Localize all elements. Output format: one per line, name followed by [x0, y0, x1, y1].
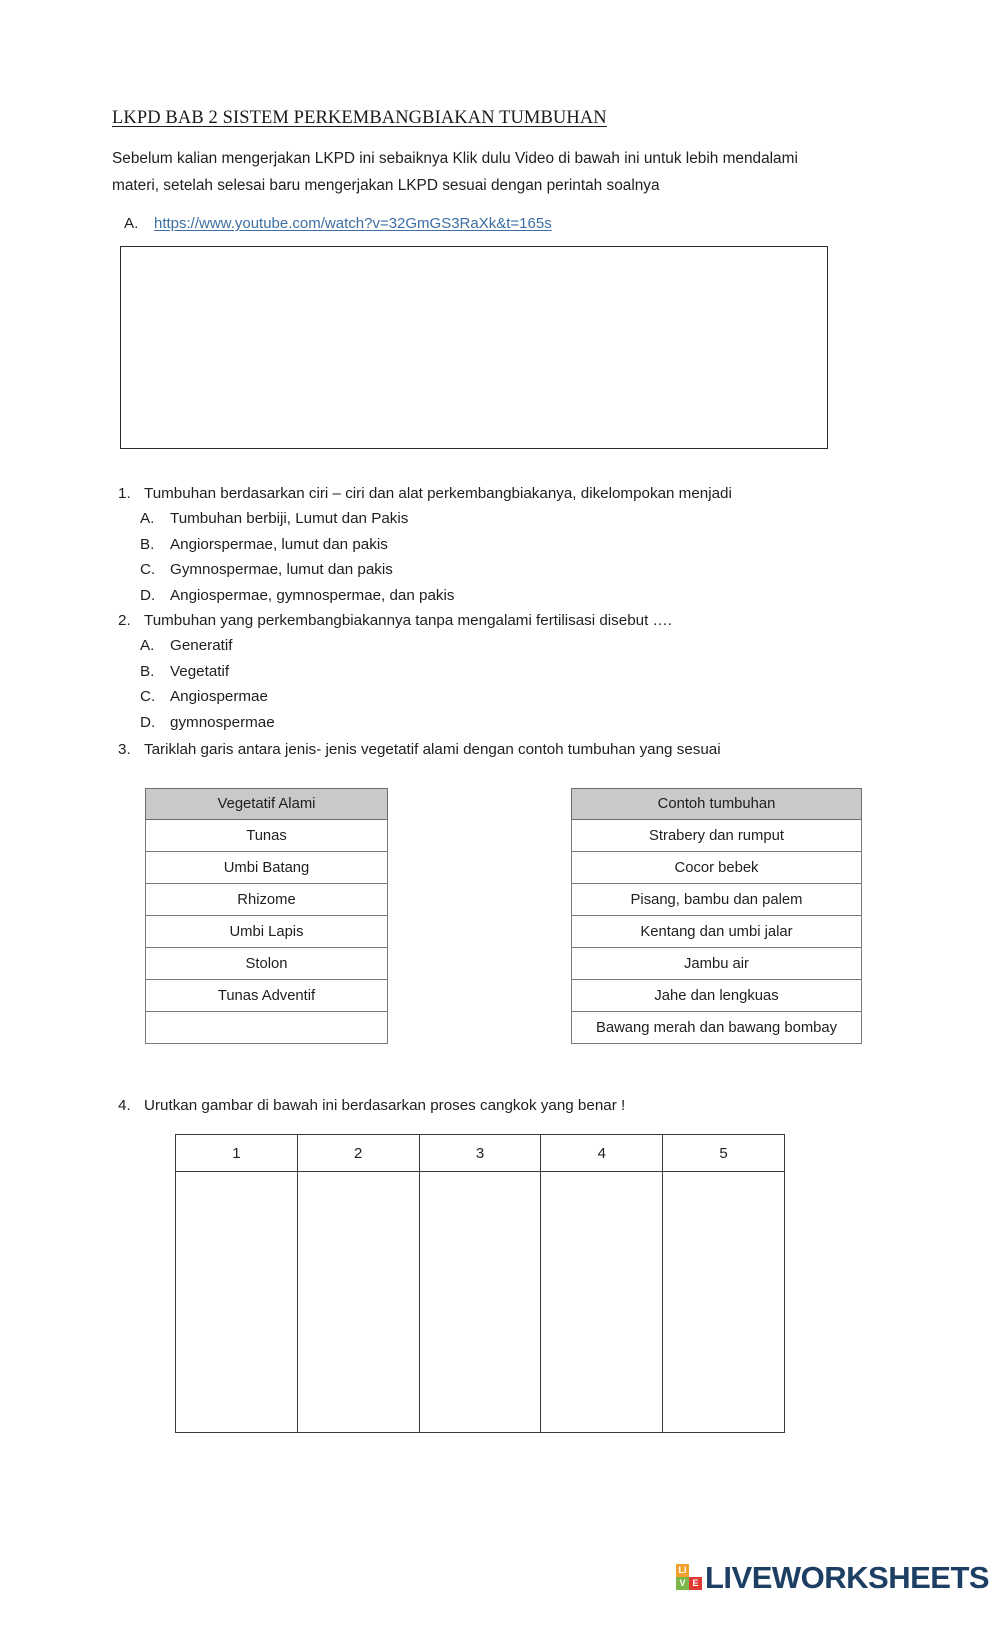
contoh-item-jahe[interactable]: Jahe dan lengkuas [572, 980, 862, 1012]
logo-square-v: V [676, 1577, 689, 1590]
contoh-item-bawang[interactable]: Bawang merah dan bawang bombay [572, 1012, 862, 1044]
table-row[interactable] [146, 820, 388, 852]
order-number-4: 4 [541, 1135, 663, 1172]
option-text: Angiorspermae, lumut dan pakis [170, 535, 388, 553]
matching-exercise [112, 788, 892, 1063]
contoh-tumbuhan-table [571, 788, 862, 1044]
table-row[interactable] [572, 948, 862, 980]
option-letter: A. [140, 510, 155, 527]
vegetatif-item-stolon[interactable]: Stolon [146, 948, 388, 980]
question-1-option-c[interactable] [112, 557, 892, 583]
order-cell-5[interactable] [663, 1172, 785, 1433]
question-2-option-b[interactable] [112, 659, 892, 685]
option-text: gymnospermae [170, 713, 275, 731]
vegetatif-item-umbi-lapis[interactable]: Umbi Lapis [146, 916, 388, 948]
contoh-item-pisang[interactable]: Pisang, bambu dan palem [572, 884, 862, 916]
question-2-text: Tumbuhan yang perkembangbiakannya tanpa mengalami fertilisasi disebut …. [144, 612, 672, 629]
table-row[interactable] [572, 980, 862, 1012]
order-number-1: 1 [176, 1135, 298, 1172]
table-header-row [572, 789, 862, 820]
option-text: Tumbuhan berbiji, Lumut dan Pakis [170, 510, 409, 527]
question-4-number: 4. [118, 1097, 131, 1114]
table-row[interactable] [146, 884, 388, 916]
table-row[interactable] [572, 884, 862, 916]
question-2-option-d[interactable] [112, 710, 892, 736]
question-3-text: Tariklah garis antara jenis- jenis vegetatif alami dengan contoh tumbuhan yang sesuai [144, 741, 721, 758]
question-3-number: 3. [118, 741, 131, 758]
order-answer-row [176, 1172, 785, 1433]
option-letter: C. [140, 688, 156, 705]
question-1-text: Tumbuhan berdasarkan ciri – ciri dan alat perkembangbiakanya, dikelompokan menjadi [144, 485, 732, 502]
page-title: LKPD BAB 2 SISTEM PERKEMBANGBIAKAN TUMBUHAN [112, 108, 607, 128]
question-1-number: 1. [118, 485, 131, 502]
option-text: Angiospermae [170, 688, 268, 705]
video-link-row [112, 215, 892, 232]
table-row[interactable] [572, 916, 862, 948]
video-link-marker: A. [124, 215, 139, 232]
table-row[interactable] [146, 948, 388, 980]
vegetatif-item-tunas-adventif[interactable]: Tunas Adventif [146, 980, 388, 1012]
question-1-option-d[interactable] [112, 583, 892, 609]
vegetatif-alami-table [145, 788, 388, 1044]
contoh-item-strabery[interactable]: Strabery dan rumput [572, 820, 862, 852]
option-letter: B. [140, 535, 155, 553]
order-cell-3[interactable] [419, 1172, 541, 1433]
vegetatif-item-tunas[interactable]: Tunas [146, 820, 388, 852]
vegetatif-alami-header: Vegetatif Alami [146, 789, 388, 820]
question-3 [112, 737, 892, 762]
table-row[interactable] [572, 852, 862, 884]
cangkok-order-table [175, 1134, 785, 1433]
order-number-2: 2 [297, 1135, 419, 1172]
option-text: Angiospermae, gymnospermae, dan pakis [170, 586, 455, 604]
contoh-tumbuhan-header: Contoh tumbuhan [572, 789, 862, 820]
vegetatif-item-rhizome[interactable]: Rhizome [146, 884, 388, 916]
liveworksheets-logo[interactable] [676, 1556, 989, 1598]
table-row[interactable] [572, 820, 862, 852]
option-letter: A. [140, 637, 155, 654]
question-2 [112, 608, 892, 633]
order-cell-4[interactable] [541, 1172, 663, 1433]
order-cell-1[interactable] [176, 1172, 298, 1433]
question-2-option-c[interactable] [112, 684, 892, 710]
option-text: Generatif [170, 637, 233, 654]
option-letter: D. [140, 586, 156, 604]
table-header-row [146, 789, 388, 820]
table-row[interactable] [572, 1012, 862, 1044]
contoh-item-jambu-air[interactable]: Jambu air [572, 948, 862, 980]
table-row[interactable] [146, 852, 388, 884]
youtube-video-link[interactable]: https://www.youtube.com/watch?v=32GmGS3RaXk&t=165s [154, 215, 552, 232]
order-number-row [176, 1135, 785, 1172]
option-letter: D. [140, 713, 156, 731]
contoh-item-cocor-bebek[interactable]: Cocor bebek [572, 852, 862, 884]
table-row[interactable] [146, 980, 388, 1012]
question-4-text: Urutkan gambar di bawah ini berdasarkan proses cangkok yang benar ! [144, 1097, 626, 1114]
question-list [112, 481, 892, 762]
question-1-option-b[interactable] [112, 532, 892, 558]
question-1 [112, 481, 892, 506]
liveworksheets-wordmark: LIVEWORKSHEETS [705, 1559, 990, 1595]
liveworksheets-mark-icon [676, 1564, 702, 1590]
order-number-5: 5 [663, 1135, 785, 1172]
worksheet-content [112, 108, 892, 1433]
table-row[interactable] [146, 916, 388, 948]
contoh-item-kentang[interactable]: Kentang dan umbi jalar [572, 916, 862, 948]
question-2-option-a[interactable] [112, 633, 892, 659]
option-letter: C. [140, 561, 156, 578]
table-row[interactable] [146, 1012, 388, 1044]
order-cell-2[interactable] [297, 1172, 419, 1433]
option-text: Gymnospermae, lumut dan pakis [170, 561, 393, 578]
vegetatif-item-empty[interactable] [146, 1012, 388, 1044]
question-4 [112, 1093, 892, 1118]
order-number-3: 3 [419, 1135, 541, 1172]
option-text: Vegetatif [170, 662, 230, 680]
embedded-video-placeholder[interactable] [120, 246, 828, 449]
option-letter: B. [140, 662, 155, 680]
logo-square-e: E [689, 1577, 702, 1590]
vegetatif-item-umbi-batang[interactable]: Umbi Batang [146, 852, 388, 884]
intro-paragraph: Sebelum kalian mengerjakan LKPD ini sebaiknya Klik dulu Video di bawah ini untuk lebih mendalami materi, setelah selesai baru mengerjakan LKPD sesuai dengan perintah soalnya [112, 150, 798, 194]
question-2-number: 2. [118, 612, 131, 629]
logo-square-li: LI [676, 1564, 689, 1577]
question-1-option-a[interactable] [112, 506, 892, 532]
